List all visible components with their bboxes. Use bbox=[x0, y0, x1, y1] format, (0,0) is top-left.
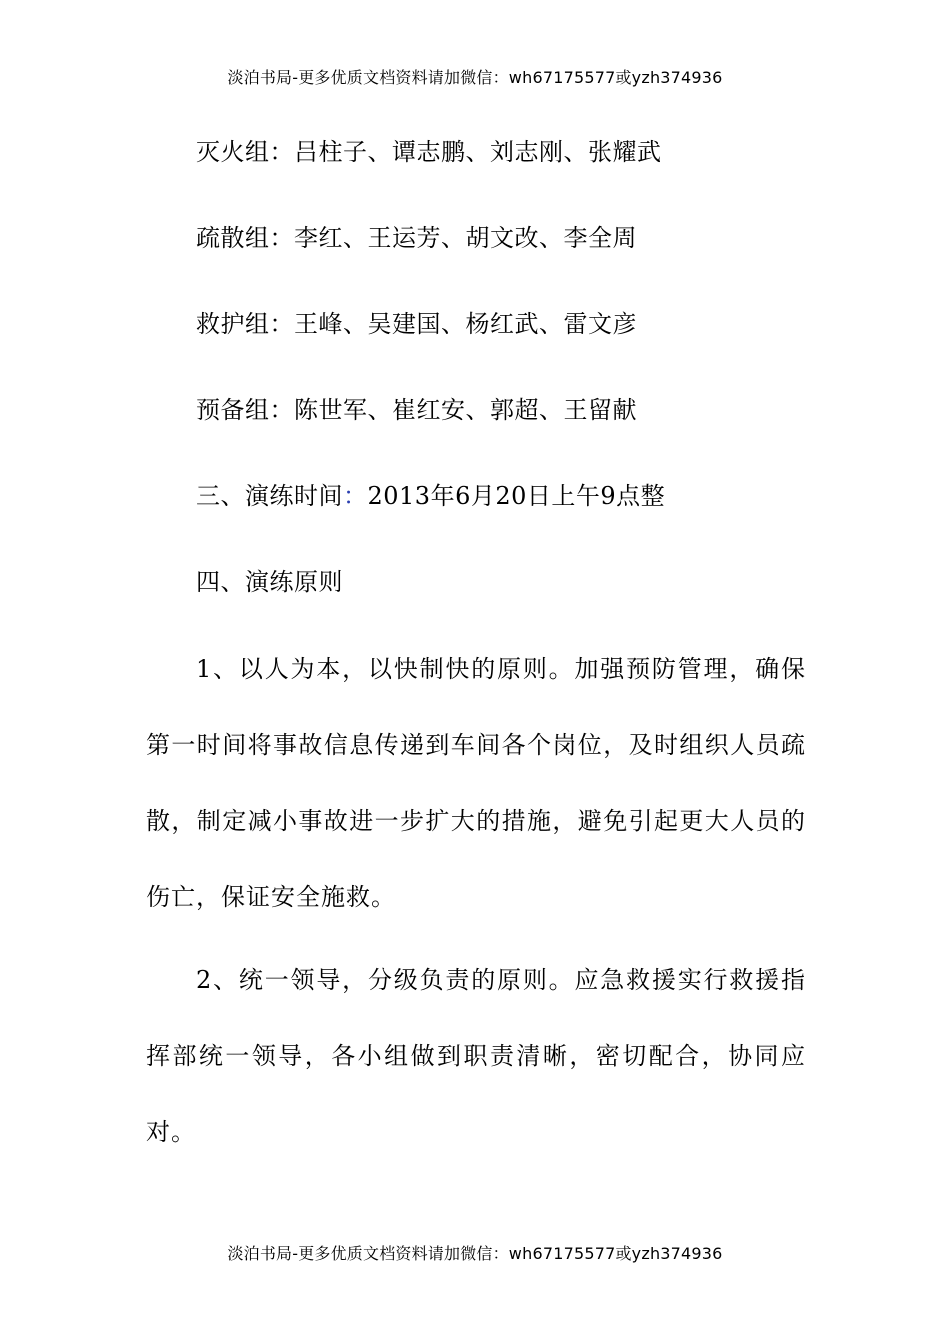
group-members: 陈世军、崔红安、郭超、王留献 bbox=[294, 396, 637, 424]
section-three-line bbox=[196, 481, 665, 511]
section-three-value: 2013年6月20日上午9点整 bbox=[367, 482, 666, 510]
group-label: 救护组： bbox=[196, 310, 294, 338]
header-watermark-note: 淡泊书局-更多优质文档资料请加微信：wh67175577或yzh374936 bbox=[227, 68, 723, 87]
principle-paragraph-1: 1、以人为本，以快制快的原则。加强预防管理，确保第一时间将事故信息传递到车间各个岗位，及时组织人员疏散，制定减小事故进一步扩大的措施，避免引起更大人员的伤亡，保证安全施救。 bbox=[146, 655, 806, 911]
principle-paragraph-2: 2、统一领导，分级负责的原则。应急救援实行救援指挥部统一领导，各小组做到职责清晰，密切配合，协同应对。 bbox=[146, 966, 806, 1146]
group-line-fire bbox=[196, 137, 662, 167]
group-members: 吕柱子、谭志鹏、刘志刚、张耀武 bbox=[294, 138, 662, 166]
section-three-heading: 三、演练时间 bbox=[196, 482, 343, 510]
group-members: 李红、王运芳、胡文改、李全周 bbox=[294, 224, 637, 252]
section-four-heading: 四、演练原则 bbox=[196, 568, 343, 596]
group-label: 预备组： bbox=[196, 396, 294, 424]
group-line-evacuation bbox=[196, 223, 637, 253]
group-line-reserve bbox=[196, 395, 637, 425]
group-members: 王峰、吴建国、杨红武、雷文彦 bbox=[294, 310, 637, 338]
footer-watermark-note: 淡泊书局-更多优质文档资料请加微信：wh67175577或yzh374936 bbox=[227, 1244, 723, 1263]
group-label: 灭火组： bbox=[196, 138, 294, 166]
group-label: 疏散组： bbox=[196, 224, 294, 252]
group-line-rescue bbox=[196, 309, 637, 339]
section-three-colon: ： bbox=[343, 482, 368, 510]
